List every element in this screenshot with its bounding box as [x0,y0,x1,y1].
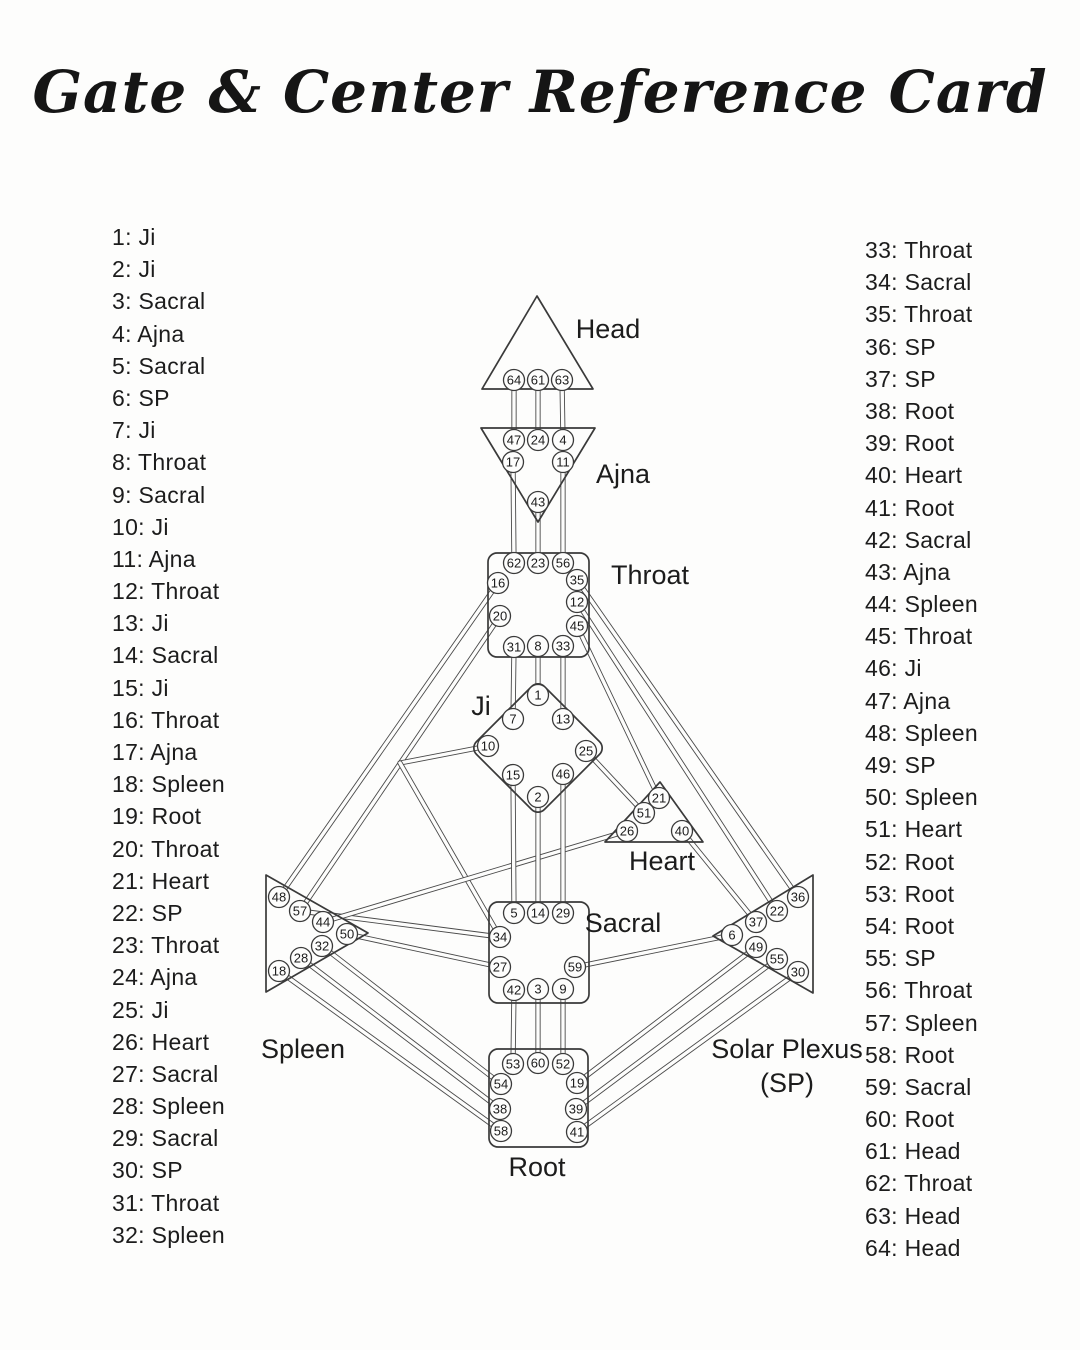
gate-list-item: 51: Heart [865,816,963,843]
gate-list-item: 12: Throat [112,578,220,605]
channel-line-core [323,831,627,922]
gate-number-54: 54 [493,1076,509,1092]
center-label-throat: Throat [610,560,690,590]
gate-number-31: 31 [506,639,522,655]
gate-list-item: 60: Root [865,1106,955,1133]
gate-number-11: 11 [556,454,570,470]
gate-list-item: 25: Ji [112,996,169,1023]
center-label-solar_plexus: Solar Plexus [711,1034,863,1064]
gate-list-item: 2: Ji [112,256,156,283]
gate-list-item: 61: Head [865,1138,961,1165]
gate-number-23: 23 [530,555,546,571]
gate-list-item: 62: Throat [865,1170,973,1197]
channel-line-core [682,831,756,922]
gate-number-60: 60 [530,1055,546,1071]
gate-number-6: 6 [728,927,736,943]
gate-number-62: 62 [506,555,522,571]
gate-number-55: 55 [769,951,785,967]
gate-number-30: 30 [790,964,806,980]
gate-number-58: 58 [493,1123,509,1139]
gate-number-33: 33 [555,638,571,654]
gate-list-item: 45: Throat [865,623,973,650]
channel-line-core [513,775,514,913]
channel-line-core [347,934,500,967]
gate-list-item: 50: Spleen [865,784,978,811]
gate-list-item: 54: Root [865,912,955,939]
gate-number-41: 41 [569,1124,585,1140]
gate-number-64: 64 [506,372,522,388]
gate-list-item: 47: Ajna [865,687,951,714]
gate-list-item: 64: Head [865,1234,961,1261]
gate-list-item: 41: Root [865,494,955,521]
gate-list-item: 23: Throat [112,932,220,959]
gate-number-43: 43 [530,494,546,510]
gate-list-item: 4: Ajna [112,320,185,347]
gate-list-item: 15: Ji [112,674,169,701]
gate-number-10: 10 [480,738,496,754]
gate-number-53: 53 [505,1056,521,1072]
gate-number-40: 40 [674,823,690,839]
gate-number-17: 17 [505,454,521,470]
center-label-root: Root [508,1152,566,1182]
gate-number-24: 24 [530,432,546,448]
gate-number-7: 7 [509,711,517,727]
center-label-ajna: Ajna [595,459,651,489]
gate-number-36: 36 [790,889,806,905]
gate-list-item: 16: Throat [112,706,220,733]
gate-number-5: 5 [510,905,518,921]
channel-line-core [575,935,732,967]
gate-number-46: 46 [555,766,571,782]
gate-list-item: 1: Ji [112,224,156,250]
gate-number-1: 1 [534,687,542,703]
gate-list-item: 48: Spleen [865,719,978,746]
center-label-head: Head [575,314,641,344]
center-label-spleen: Spleen [260,1034,346,1064]
gate-list-item: 43: Ajna [865,558,951,585]
gate-list-item: 35: Throat [865,301,973,328]
gate-list-item: 27: Sacral [112,1060,219,1087]
gate-list-item: 26: Heart [112,1028,210,1055]
gate-list-item: 49: SP [865,752,936,778]
gate-list-item: 24: Ajna [112,964,198,991]
center-label-heart: Heart [628,846,696,876]
gate-list-item: 7: Ji [112,417,156,444]
gate-list-item: 59: Sacral [865,1073,972,1100]
center-label-sacral: Sacral [584,908,662,938]
gate-number-52: 52 [555,1056,571,1072]
gate-list-item: 22: SP [112,899,183,926]
gate-number-12: 12 [569,594,585,610]
gate-list-item: 28: Spleen [112,1093,225,1120]
gate-list-item: 42: Sacral [865,526,972,553]
gate-number-39: 39 [568,1101,584,1117]
gate-number-32: 32 [314,938,330,954]
gate-number-34: 34 [492,929,508,945]
gate-number-63: 63 [554,372,570,388]
gate-list-item: 14: Sacral [112,642,219,669]
gate-number-35: 35 [569,572,585,588]
gate-number-29: 29 [555,905,571,921]
gate-list-item: 37: SP [865,365,936,392]
gate-list-item: 21: Heart [112,867,210,894]
gate-number-42: 42 [506,982,522,998]
gate-number-48: 48 [271,889,287,905]
gate-number-37: 37 [748,914,764,930]
gate-number-15: 15 [505,767,521,783]
gate-number-28: 28 [293,950,309,966]
channel-line-core [513,462,514,563]
channel-line-core [400,763,500,937]
gate-list-item: 30: SP [112,1157,183,1184]
gate-number-2: 2 [534,789,542,805]
gate-number-14: 14 [530,905,546,921]
gate-list-item: 52: Root [865,848,955,875]
gate-number-3: 3 [534,981,542,997]
gate-number-21: 21 [651,790,667,806]
gate-list-item: 19: Root [112,803,202,830]
gate-list-item: 29: Sacral [112,1125,219,1152]
gate-list-item: 3: Sacral [112,288,206,315]
gate-number-20: 20 [492,608,508,624]
gate-list-item: 5: Sacral [112,352,206,379]
gate-number-26: 26 [619,823,635,839]
gate-list-item: 44: Spleen [865,591,978,618]
gate-number-61: 61 [530,372,546,388]
gate-list-item: 36: SP [865,333,936,360]
gate-number-47: 47 [506,432,522,448]
gate-list-item: 33: Throat [865,237,973,263]
center-label-ji: Ji [471,691,491,721]
gate-list-item: 13: Ji [112,610,169,637]
gate-list-item: 32: Spleen [112,1221,225,1248]
gate-number-25: 25 [578,743,594,759]
gate-number-51: 51 [636,805,652,821]
gate-list-item: 17: Ajna [112,739,198,765]
gate-number-45: 45 [569,618,585,634]
gate-list-item: 6: SP [112,384,170,411]
gate-number-8: 8 [534,638,542,654]
gate-number-50: 50 [339,926,355,942]
gate-list-item: 31: Throat [112,1189,220,1216]
gate-list-item: 40: Heart [865,462,963,489]
gate-list-item: 8: Throat [112,449,207,476]
gate-list-item: 58: Root [865,1041,955,1068]
gate-list-item: 63: Head [865,1202,961,1229]
channel-line-core [279,583,498,897]
gate-list-item: 9: Sacral [112,481,206,508]
gate-list-item: 34: Sacral [865,269,972,296]
gate-list-item: 53: Root [865,880,955,907]
gate-number-57: 57 [292,903,308,919]
gate-list-item: 20: Throat [112,835,220,862]
gate-number-56: 56 [555,555,571,571]
gate-list-item: 18: Spleen [112,771,225,798]
gate-list-item: 55: SP [865,945,936,972]
gate-number-49: 49 [748,939,764,955]
gate-number-38: 38 [492,1101,508,1117]
gate-list-item: 38: Root [865,397,955,424]
gate-number-44: 44 [315,914,331,930]
gate-list-item: 56: Throat [865,977,973,1004]
gate-number-18: 18 [271,963,287,979]
gate-number-4: 4 [559,432,567,448]
gate-number-19: 19 [569,1075,585,1091]
page-title: Gate & Center Reference Card [32,58,1048,126]
gate-number-59: 59 [567,959,583,975]
gate-list-item: 11: Ajna [112,545,196,572]
gate-number-16: 16 [490,575,506,591]
gate-number-13: 13 [555,711,571,727]
center-label-solar_plexus-abbr: (SP) [760,1068,814,1098]
gate-number-22: 22 [769,903,785,919]
gate-list-item: 57: Spleen [865,1009,978,1036]
gate-list-item: 10: Ji [112,513,169,540]
gate-list-item: 39: Root [865,430,955,457]
gate-number-9: 9 [559,981,567,997]
gate-list-item: 46: Ji [865,655,922,682]
gate-number-27: 27 [492,959,508,975]
